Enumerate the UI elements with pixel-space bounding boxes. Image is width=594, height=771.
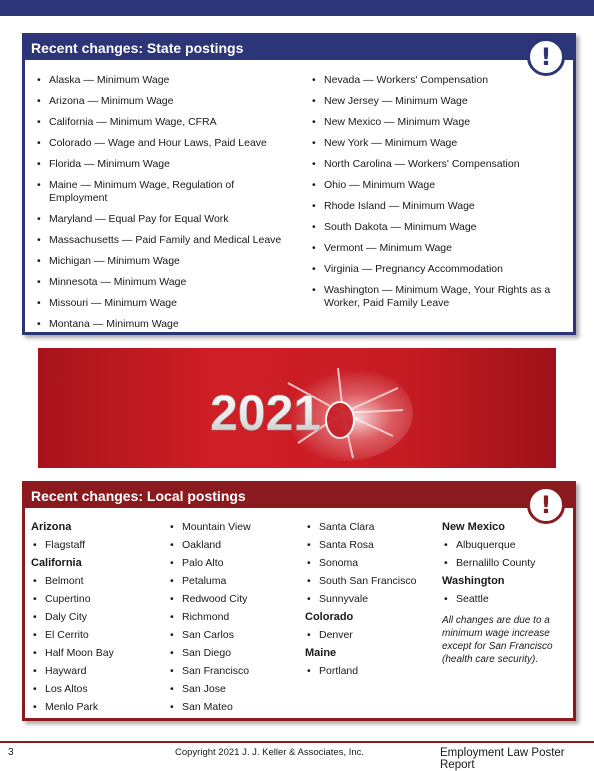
footer-rule — [0, 741, 594, 743]
city-item: • Belmont — [31, 575, 161, 588]
state-postings-box — [22, 33, 576, 335]
city-item: • Portland — [305, 665, 435, 678]
state-posting-item: • Vermont — Minimum Wage — [310, 242, 565, 255]
state-heading: New Mexico — [442, 521, 505, 533]
city-item: • El Cerrito — [31, 629, 161, 642]
local-column-4 — [442, 521, 572, 666]
state-list-right — [310, 74, 565, 318]
state-posting-item: • Massachusetts — Paid Family and Medical Leave — [35, 234, 285, 247]
state-posting-item: • Colorado — Wage and Hour Laws, Paid Leave — [35, 137, 285, 150]
publication-title: Employment Law Poster Report — [440, 747, 565, 771]
local-postings-title: Recent changes: Local postings — [25, 484, 573, 508]
city-item: • Albuquerque — [442, 539, 572, 552]
year-banner — [38, 348, 556, 468]
state-posting-item: • Arizona — Minimum Wage — [35, 95, 285, 108]
city-item: • Menlo Park — [31, 701, 161, 714]
state-posting-item: • California — Minimum Wage, CFRA — [35, 116, 285, 129]
state-posting-item: • South Dakota — Minimum Wage — [310, 221, 565, 234]
alert-icon: ! — [527, 38, 565, 76]
local-column-3 — [305, 521, 435, 683]
state-posting-item: • New York — Minimum Wage — [310, 137, 565, 150]
city-item: • San Carlos — [168, 629, 298, 642]
city-item: • Cupertino — [31, 593, 161, 606]
state-posting-item: • Florida — Minimum Wage — [35, 158, 285, 171]
city-item: • Redwood City — [168, 593, 298, 606]
state-posting-item: • Minnesota — Minimum Wage — [35, 276, 285, 289]
local-changes-note: All changes are due to a minimum wage increase except for San Francisco (health care security). — [442, 615, 553, 665]
city-list — [168, 521, 298, 714]
state-heading: California — [31, 557, 82, 569]
city-list — [442, 539, 572, 570]
city-item: • San Jose — [168, 683, 298, 696]
state-heading: Colorado — [305, 611, 354, 623]
state-posting-item: • Nevada — Workers' Compensation — [310, 74, 565, 87]
city-item: • Santa Clara — [305, 521, 435, 534]
state-heading: Washington — [442, 575, 505, 587]
year-text: 2021 — [210, 385, 322, 441]
state-posting-item: • Montana — Minimum Wage — [35, 318, 285, 331]
city-item: • Santa Rosa — [305, 539, 435, 552]
city-item: • Petaluma — [168, 575, 298, 588]
copyright: Copyright 2021 J. J. Keller & Associates, Inc. — [175, 747, 365, 758]
city-list — [305, 629, 435, 642]
city-item: • Seattle — [442, 593, 572, 606]
city-list — [305, 521, 435, 606]
state-posting-item: • Michigan — Minimum Wage — [35, 255, 285, 268]
city-item: • Hayward — [31, 665, 161, 678]
state-posting-item: • New Mexico — Minimum Wage — [310, 116, 565, 129]
state-list-left — [35, 74, 285, 339]
state-posting-item: • Maryland — Equal Pay for Equal Work — [35, 213, 285, 226]
state-posting-item: • Virginia — Pregnancy Accommodation — [310, 263, 565, 276]
state-heading: Arizona — [31, 521, 72, 533]
local-column-2 — [168, 521, 298, 719]
city-item: • Oakland — [168, 539, 298, 552]
alert-icon: ! — [527, 486, 565, 524]
city-item: • Half Moon Bay — [31, 647, 161, 660]
city-list — [31, 539, 161, 552]
city-item: • Sunnyvale — [305, 593, 435, 606]
state-postings-title: Recent changes: State postings — [25, 36, 573, 60]
state-posting-item: • New Jersey — Minimum Wage — [310, 95, 565, 108]
city-item: • Flagstaff — [31, 539, 161, 552]
city-item: • Palo Alto — [168, 557, 298, 570]
banner-graphic — [38, 348, 556, 468]
state-posting-item: • Missouri — Minimum Wage — [35, 297, 285, 310]
state-posting-item: • Maine — Minimum Wage, Regulation of Employment — [35, 179, 285, 205]
local-postings-box — [22, 481, 576, 721]
city-item: • Bernalillo County — [442, 557, 572, 570]
city-item: • Denver — [305, 629, 435, 642]
local-column-1 — [31, 521, 161, 719]
city-list — [31, 575, 161, 714]
state-posting-item: • Rhode Island — Minimum Wage — [310, 200, 565, 213]
page-number: 3 — [8, 747, 14, 758]
city-list — [442, 593, 572, 606]
city-list — [305, 665, 435, 678]
top-bar — [0, 0, 594, 16]
city-item: • San Mateo — [168, 701, 298, 714]
state-posting-item: • Alaska — Minimum Wage — [35, 74, 285, 87]
city-item: • San Diego — [168, 647, 298, 660]
state-posting-item: • Washington — Minimum Wage, Your Rights as a Worker, Paid Family Leave — [310, 284, 565, 310]
state-posting-item: • Ohio — Minimum Wage — [310, 179, 565, 192]
city-item: • Mountain View — [168, 521, 298, 534]
city-item: • Los Altos — [31, 683, 161, 696]
state-heading: Maine — [305, 647, 337, 659]
city-item: • Daly City — [31, 611, 161, 624]
city-item: • San Francisco — [168, 665, 298, 678]
city-item: • Richmond — [168, 611, 298, 624]
city-item: • Sonoma — [305, 557, 435, 570]
city-item: • South San Francisco — [305, 575, 435, 588]
state-posting-item: • North Carolina — Workers' Compensation — [310, 158, 565, 171]
